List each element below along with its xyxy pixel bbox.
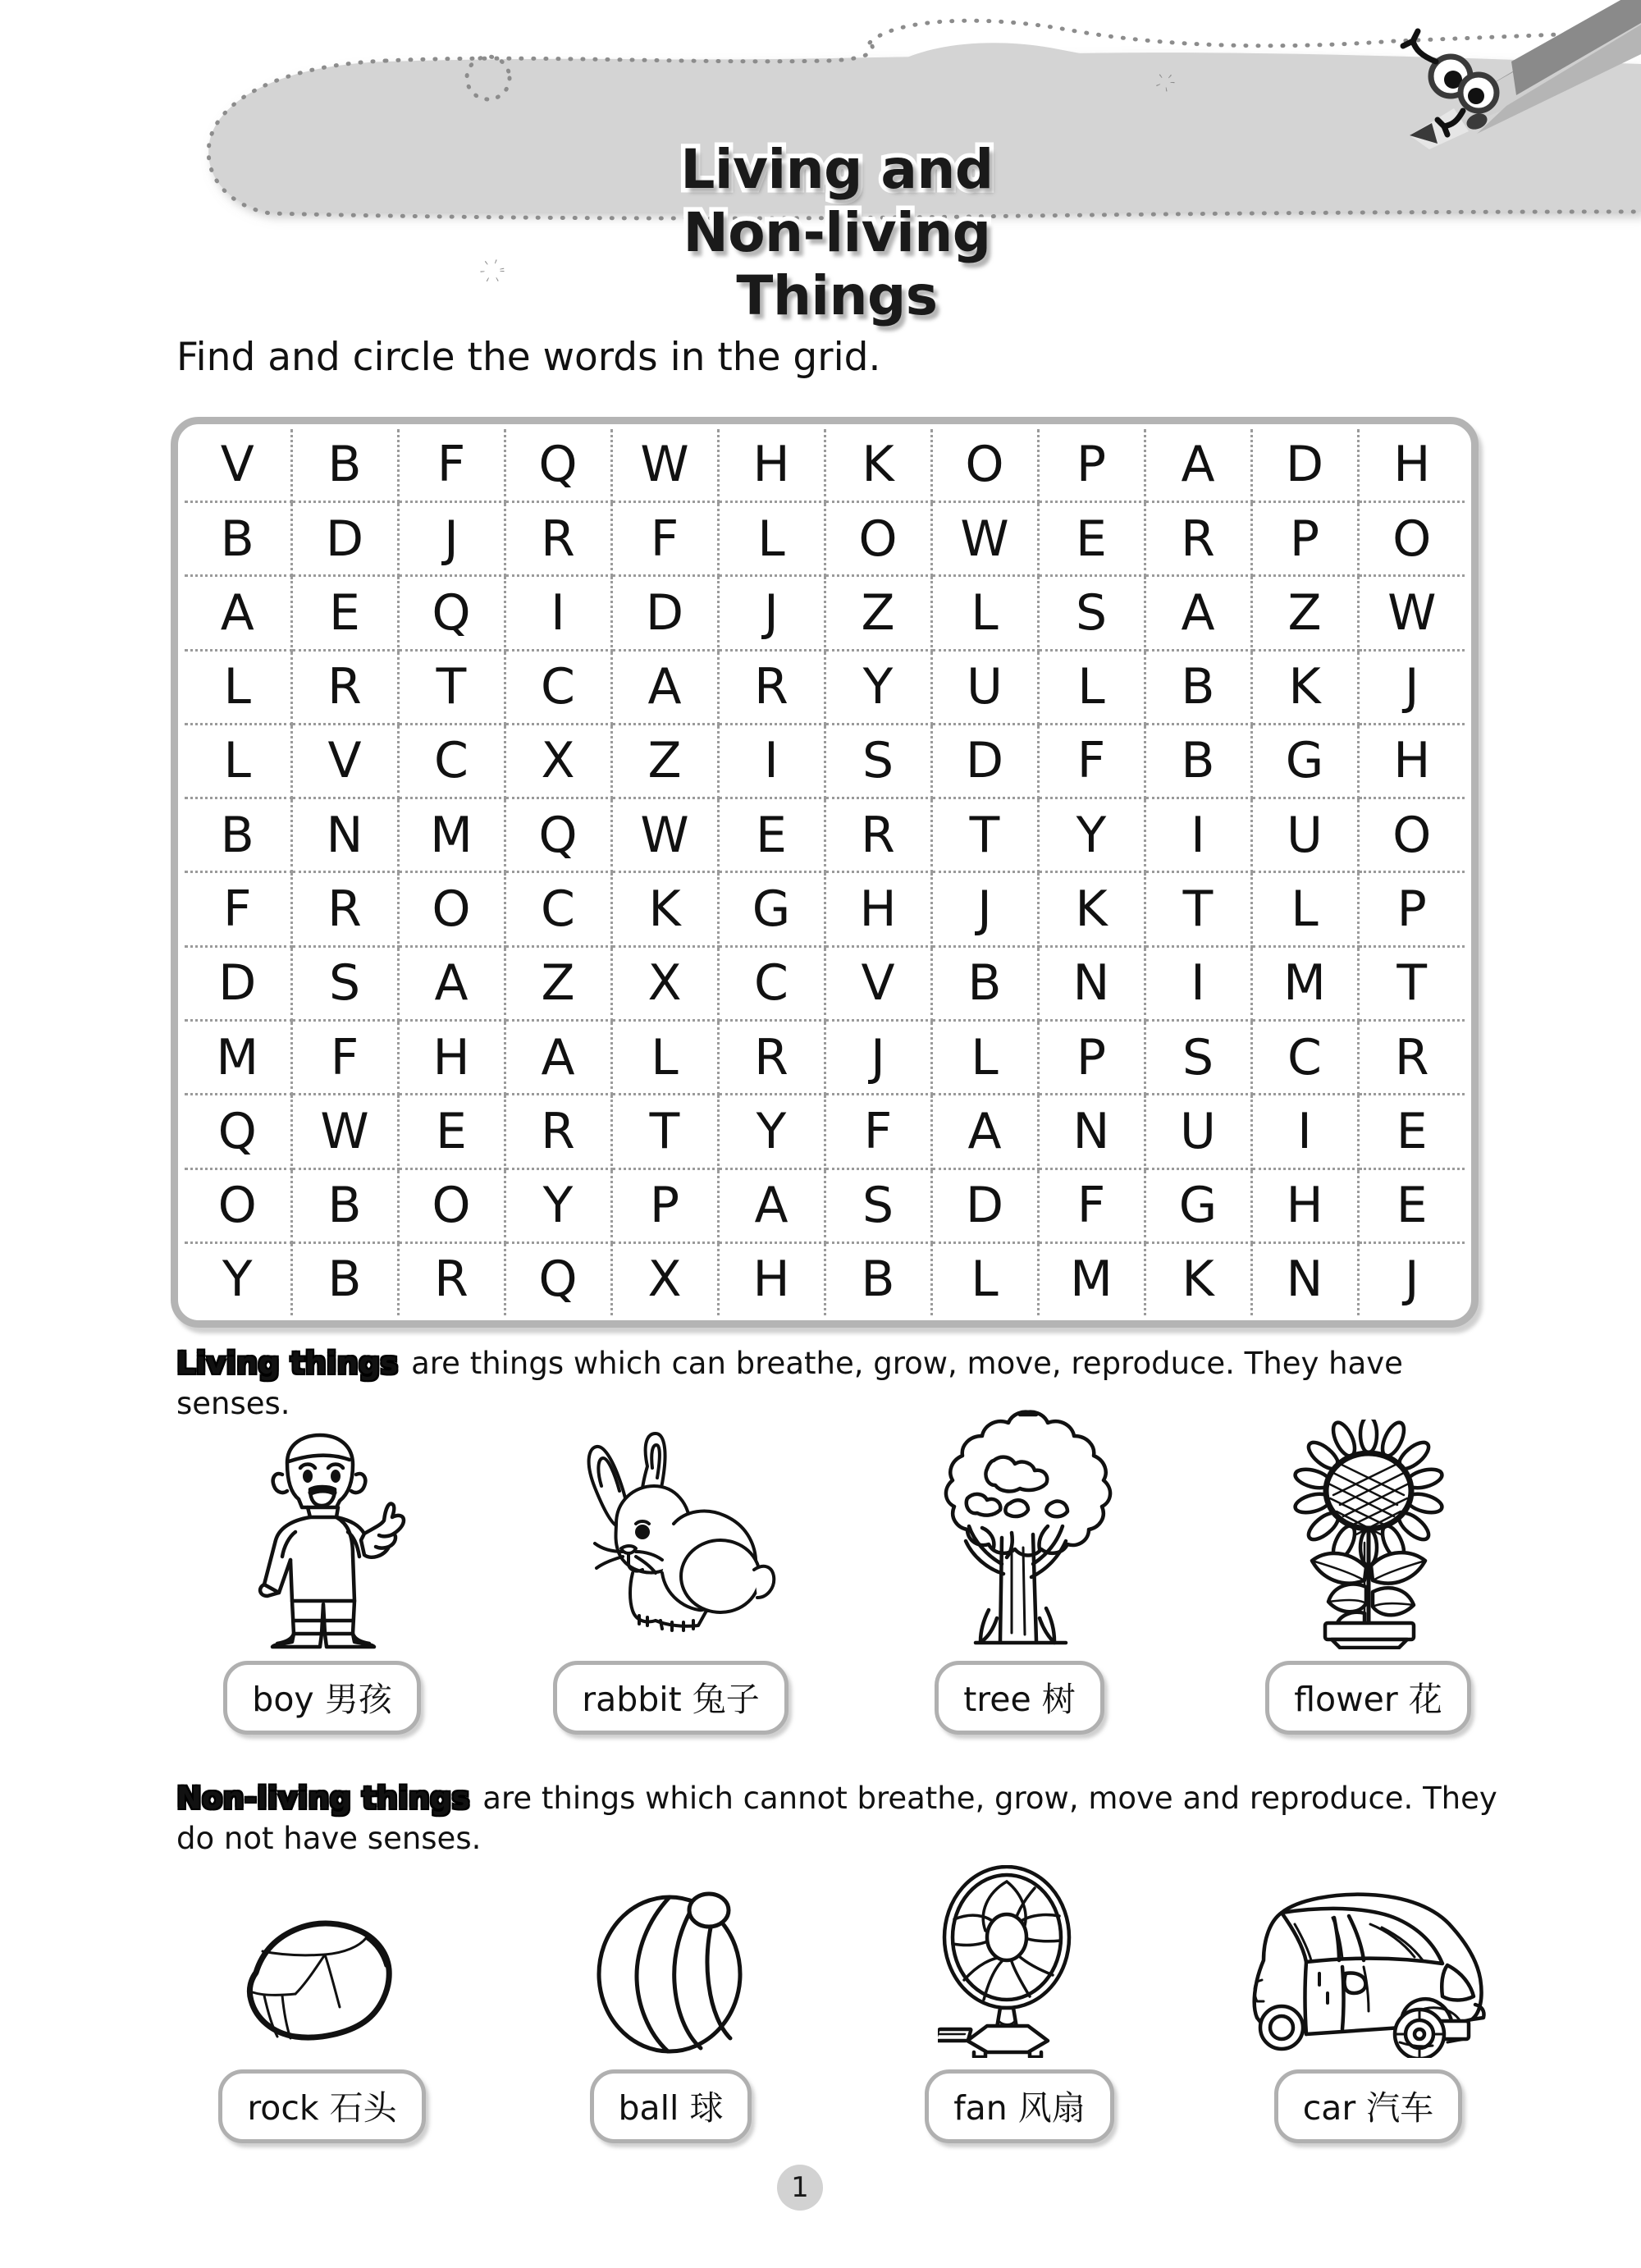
grid-cell[interactable]: M	[1038, 1242, 1145, 1315]
grid-row	[185, 501, 1465, 575]
grid-cell[interactable]: K	[1038, 872, 1145, 946]
grid-cell[interactable]: A	[611, 650, 718, 724]
grid-row	[185, 724, 1465, 798]
grid-cell[interactable]: C	[1251, 1021, 1358, 1095]
grid-row	[185, 1242, 1465, 1315]
grid-cell[interactable]: Z	[611, 724, 718, 798]
living-things-description: are things which can breathe, grow, move, reproduce. They have senses.	[176, 1346, 1403, 1421]
banner-dot-flourish-2	[482, 261, 502, 281]
grid-cell[interactable]: B	[185, 798, 291, 872]
grid-cell[interactable]: Z	[1251, 576, 1358, 650]
grid-cell[interactable]: N	[1038, 1095, 1145, 1168]
grid-cell[interactable]: R	[718, 650, 825, 724]
grid-cell[interactable]: F	[1038, 1168, 1145, 1242]
item-fan[interactable]	[845, 1869, 1194, 2143]
grid-cell[interactable]: O	[1358, 798, 1465, 872]
grid-cell[interactable]: P	[1251, 501, 1358, 575]
grid-cell[interactable]: P	[1038, 429, 1145, 501]
grid-row	[185, 872, 1465, 946]
grid-cell[interactable]: V	[185, 429, 291, 501]
grid-cell[interactable]: O	[825, 501, 931, 575]
grid-cell[interactable]: I	[505, 576, 611, 650]
grid-cell[interactable]: M	[185, 1021, 291, 1095]
rock-icon	[220, 1869, 425, 2058]
grid-row	[185, 429, 1465, 501]
grid-cell[interactable]: L	[1251, 872, 1358, 946]
grid-cell[interactable]: D	[1251, 429, 1358, 501]
grid-cell[interactable]: B	[825, 1242, 931, 1315]
banner-dotted-top-left	[386, 43, 872, 62]
grid-cell[interactable]: H	[718, 429, 825, 501]
grid-cell[interactable]: E	[1038, 501, 1145, 575]
grid-cell[interactable]: I	[1145, 946, 1251, 1020]
grid-cell[interactable]: L	[611, 1021, 718, 1095]
grid-cell[interactable]: K	[1251, 650, 1358, 724]
grid-cell[interactable]: F	[291, 1021, 398, 1095]
grid-cell[interactable]: N	[1251, 1242, 1358, 1315]
grid-cell[interactable]: T	[1358, 946, 1465, 1020]
grid-cell[interactable]: Q	[505, 1242, 611, 1315]
grid-cell[interactable]: F	[398, 429, 505, 501]
header-banner	[0, 0, 1641, 328]
grid-cell[interactable]: T	[931, 798, 1038, 872]
grid-cell[interactable]: B	[1145, 724, 1251, 798]
grid-row	[185, 1021, 1465, 1095]
grid-cell[interactable]: I	[1251, 1095, 1358, 1168]
grid-cell[interactable]: L	[931, 1021, 1038, 1095]
grid-cell[interactable]: C	[718, 946, 825, 1020]
grid-cell[interactable]: M	[398, 798, 505, 872]
item-label-boy: boy 男孩	[223, 1661, 420, 1735]
car-icon	[1246, 1869, 1492, 2058]
grid-cell[interactable]: O	[1358, 501, 1465, 575]
nonliving-things-items	[148, 1869, 1543, 2143]
item-tree[interactable]	[845, 1432, 1194, 1735]
item-label-ball: ball 球	[590, 2069, 752, 2143]
grid-cell[interactable]: S	[1145, 1021, 1251, 1095]
grid-cell[interactable]: D	[931, 1168, 1038, 1242]
item-rabbit[interactable]	[496, 1432, 845, 1735]
grid-cell[interactable]: C	[398, 724, 505, 798]
grid-row	[185, 1095, 1465, 1168]
grid-cell[interactable]: X	[505, 724, 611, 798]
grid-cell[interactable]: X	[611, 1242, 718, 1315]
grid-cell[interactable]: A	[718, 1168, 825, 1242]
living-things-definition	[176, 1344, 1506, 1424]
grid-cell[interactable]: S	[1038, 576, 1145, 650]
item-car[interactable]	[1194, 1869, 1543, 2143]
grid-cell[interactable]: Y	[185, 1242, 291, 1315]
item-label-tree: tree 树	[935, 1661, 1104, 1735]
grid-cell[interactable]: O	[931, 429, 1038, 501]
living-things-items	[148, 1432, 1543, 1735]
grid-cell[interactable]: K	[611, 872, 718, 946]
grid-cell[interactable]: Y	[825, 650, 931, 724]
grid-cell[interactable]: E	[1358, 1095, 1465, 1168]
rabbit-icon	[560, 1432, 782, 1649]
grid-cell[interactable]: E	[1358, 1168, 1465, 1242]
grid-cell[interactable]: H	[825, 872, 931, 946]
item-label-rock: rock 石头	[218, 2069, 425, 2143]
item-boy[interactable]	[148, 1432, 496, 1735]
grid-cell[interactable]: U	[931, 650, 1038, 724]
grid-cell[interactable]: Z	[825, 576, 931, 650]
grid-cell[interactable]: R	[398, 1242, 505, 1315]
grid-cell[interactable]: W	[931, 501, 1038, 575]
instruction-text: Find and circle the words in the grid.	[176, 335, 881, 380]
grid-cell[interactable]: G	[718, 872, 825, 946]
grid-row	[185, 946, 1465, 1020]
grid-cell[interactable]: V	[825, 946, 931, 1020]
page-title	[574, 138, 1099, 328]
grid-cell[interactable]: G	[1251, 724, 1358, 798]
nonliving-things-definition	[176, 1779, 1538, 1859]
grid-cell[interactable]: O	[398, 1168, 505, 1242]
grid-cell[interactable]: R	[825, 798, 931, 872]
grid-cell[interactable]: L	[718, 501, 825, 575]
grid-cell[interactable]: I	[1145, 798, 1251, 872]
grid-cell[interactable]: D	[611, 576, 718, 650]
flower-icon	[1274, 1432, 1463, 1649]
grid-cell[interactable]: T	[1145, 872, 1251, 946]
word-search-grid[interactable]	[171, 417, 1479, 1328]
grid-cell[interactable]: U	[1251, 798, 1358, 872]
grid-cell[interactable]: N	[1038, 946, 1145, 1020]
grid-cell[interactable]: Y	[1038, 798, 1145, 872]
grid-cell[interactable]: V	[291, 724, 398, 798]
grid-cell[interactable]: Y	[718, 1095, 825, 1168]
grid-cell[interactable]: K	[825, 429, 931, 501]
grid-cell[interactable]: E	[398, 1095, 505, 1168]
grid-cell[interactable]: L	[1038, 650, 1145, 724]
grid-cell[interactable]: L	[931, 576, 1038, 650]
ball-icon	[589, 1869, 753, 2058]
boy-icon	[228, 1432, 417, 1649]
grid-cell[interactable]: H	[398, 1021, 505, 1095]
grid-row	[185, 650, 1465, 724]
grid-cell[interactable]: F	[825, 1095, 931, 1168]
item-rock[interactable]	[148, 1869, 496, 2143]
nonliving-things-description: are things which cannot breathe, grow, move and reproduce. They do not have senses.	[176, 1781, 1497, 1856]
grid-cell[interactable]: S	[291, 946, 398, 1020]
grid-cell[interactable]: N	[291, 798, 398, 872]
tree-icon	[913, 1432, 1127, 1649]
grid-cell[interactable]: B	[931, 946, 1038, 1020]
grid-cell[interactable]: F	[611, 501, 718, 575]
grid-cell[interactable]: E	[291, 576, 398, 650]
grid-cell[interactable]: R	[291, 650, 398, 724]
grid-cell[interactable]: Z	[505, 946, 611, 1020]
grid-cell[interactable]: R	[1358, 1021, 1465, 1095]
word-search-table[interactable]	[185, 429, 1465, 1315]
grid-cell[interactable]: P	[1358, 872, 1465, 946]
grid-cell[interactable]: D	[185, 946, 291, 1020]
page-title-line-2: Non-living Things	[683, 201, 991, 328]
item-label-car: car 汽车	[1274, 2069, 1463, 2143]
item-flower[interactable]	[1194, 1432, 1543, 1735]
grid-cell[interactable]: U	[1145, 1095, 1251, 1168]
grid-cell[interactable]: B	[291, 429, 398, 501]
nonliving-things-term: Non-living things	[176, 1781, 470, 1816]
grid-cell[interactable]: J	[1404, 1251, 1419, 1309]
grid-cell[interactable]: P	[1038, 1021, 1145, 1095]
grid-row	[185, 1168, 1465, 1242]
grid-cell[interactable]: R	[1145, 501, 1251, 575]
grid-cell[interactable]: H	[1358, 429, 1465, 501]
grid-cell[interactable]: L	[185, 650, 291, 724]
grid-cell[interactable]: B	[1145, 650, 1251, 724]
grid-cell[interactable]: W	[291, 1095, 398, 1168]
grid-cell[interactable]: F	[185, 872, 291, 946]
grid-cell[interactable]: Q	[398, 576, 505, 650]
grid-cell[interactable]: O	[185, 1168, 291, 1242]
grid-cell[interactable]: T	[611, 1095, 718, 1168]
grid-cell[interactable]: J	[931, 872, 1038, 946]
grid-cell[interactable]: C	[505, 650, 611, 724]
grid-cell[interactable]: A	[398, 946, 505, 1020]
grid-cell[interactable]: J	[825, 1021, 931, 1095]
grid-cell[interactable]: H	[1358, 724, 1465, 798]
grid-cell[interactable]: T	[398, 650, 505, 724]
grid-cell[interactable]: O	[398, 872, 505, 946]
grid-cell[interactable]: J	[398, 501, 505, 575]
grid-cell[interactable]: R	[505, 501, 611, 575]
grid-cell[interactable]: I	[718, 724, 825, 798]
word-search-body	[185, 429, 1465, 1315]
grid-cell[interactable]: P	[611, 1168, 718, 1242]
grid-cell[interactable]: J	[718, 576, 825, 650]
grid-cell[interactable]: A	[931, 1095, 1038, 1168]
grid-cell[interactable]: Q	[505, 429, 611, 501]
grid-cell[interactable]: A	[505, 1021, 611, 1095]
grid-cell[interactable]: C	[505, 872, 611, 946]
item-label-rabbit: rabbit 兔子	[553, 1661, 789, 1735]
grid-row	[185, 798, 1465, 872]
page-number: 1	[777, 2165, 823, 2211]
grid-cell[interactable]: B	[291, 1168, 398, 1242]
grid-cell[interactable]: A	[1145, 429, 1251, 501]
grid-cell[interactable]: Q	[185, 1095, 291, 1168]
grid-cell[interactable]: H	[1251, 1168, 1358, 1242]
grid-cell[interactable]: A	[185, 576, 291, 650]
grid-cell[interactable]: S	[825, 1168, 931, 1242]
grid-cell[interactable]: G	[1145, 1168, 1251, 1242]
grid-cell[interactable]: W	[1358, 576, 1465, 650]
grid-cell[interactable]: Y	[505, 1168, 611, 1242]
grid-cell[interactable]: X	[611, 946, 718, 1020]
grid-cell[interactable]: B	[291, 1242, 398, 1315]
grid-cell[interactable]: B	[185, 501, 291, 575]
grid-cell[interactable]: J	[1358, 650, 1465, 724]
grid-cell[interactable]: R	[505, 1095, 611, 1168]
grid-cell[interactable]: H	[718, 1242, 825, 1315]
item-label-flower: flower 花	[1265, 1661, 1471, 1735]
page-title-line-1: Living and	[680, 138, 994, 201]
grid-cell[interactable]: D	[931, 724, 1038, 798]
grid-cell[interactable]: L	[931, 1242, 1038, 1315]
grid-cell[interactable]: K	[1145, 1242, 1251, 1315]
grid-cell[interactable]: D	[291, 501, 398, 575]
grid-cell[interactable]: W	[611, 429, 718, 501]
item-label-fan: fan 风扇	[925, 2069, 1114, 2143]
grid-cell[interactable]: A	[1145, 576, 1251, 650]
grid-cell[interactable]: S	[825, 724, 931, 798]
fan-icon	[938, 1869, 1102, 2058]
grid-cell[interactable]: W	[611, 798, 718, 872]
grid-cell[interactable]: E	[718, 798, 825, 872]
grid-cell[interactable]: M	[1251, 946, 1358, 1020]
grid-row	[185, 576, 1465, 650]
grid-cell[interactable]: F	[1038, 724, 1145, 798]
grid-cell[interactable]: L	[185, 724, 291, 798]
grid-cell[interactable]: R	[718, 1021, 825, 1095]
grid-cell[interactable]: Q	[505, 798, 611, 872]
grid-cell[interactable]: R	[291, 872, 398, 946]
living-things-term: Living things	[176, 1346, 399, 1381]
item-ball[interactable]	[496, 1869, 845, 2143]
banner-dotted-top-right	[870, 21, 1641, 46]
